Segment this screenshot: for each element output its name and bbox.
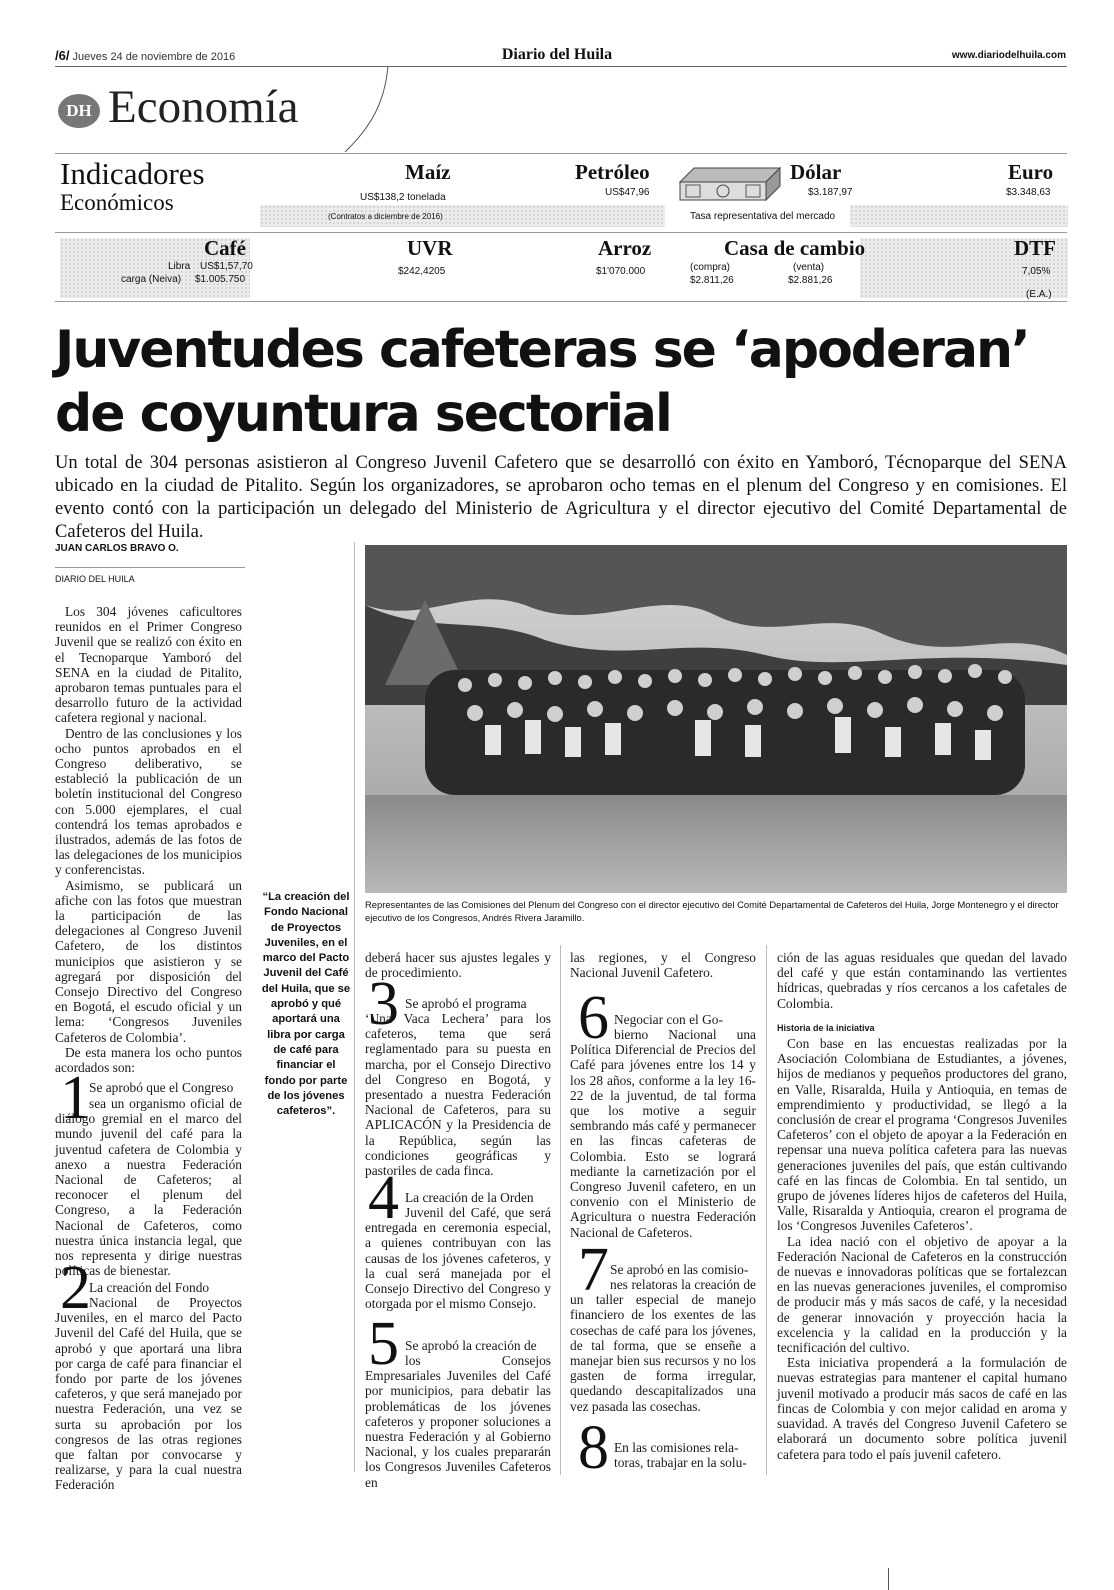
petroleo-value: US$47,96	[605, 187, 650, 198]
col4-paragraph-3: La idea nació con el objetivo de apoyar a la Federación Nacional de Cafeteros en la construcción de nuevas e innovadoras políticas que se fortalezcan en las nuevas generaciones juveniles, el compromiso de producir más y más sacos de café, y la necesidad de generar innovación y proyección hacia la excelencia y la calidad en la producción y la tecnificación del cultivo.	[777, 1233, 1067, 1356]
indicator-panel-row1	[260, 205, 665, 227]
point-8	[570, 1440, 756, 1470]
column-4	[777, 950, 1067, 1462]
point-number-7: 7	[578, 1236, 609, 1304]
subhead-historia: Historia de la iniciativa	[777, 1022, 875, 1033]
dolar-note: Tasa representativa del mercado	[690, 211, 836, 222]
indicators-subtitle: Económicos	[60, 190, 174, 215]
maiz-label: Maíz	[405, 160, 451, 184]
point-number-2: 2	[60, 1254, 91, 1322]
point-3-text	[365, 1011, 551, 1178]
arroz-label: Arroz	[598, 236, 652, 260]
point-2-body: Nacional de Proyectos Juveniles, en el marco del Pacto Juvenil del Café del Huila, que se aprobó y que aportará una libra por carga de café para financiar el fondo por parte de los jóvenes cafeteros, y que será manejado por nuestra Federación, una vez se surta su aprobación por los congresos de las otras regiones que faltan por convocarse y realizarse, y para la cual nuestra Federación	[55, 1295, 242, 1493]
page-number: /6/	[55, 48, 70, 63]
euro-label: Euro	[1008, 160, 1054, 184]
headline	[55, 318, 1065, 446]
col2-paragraph-1: deberá hacer sus ajustes legales y de procedimiento.	[365, 950, 551, 981]
casa-venta-label: (venta)	[793, 262, 825, 273]
col4-paragraph-2: Con base en las encuestas realizadas por la Asociación Colombiana de Estudiantes, a jóvenes, hijos de medianos y pequeños productores del grano, en Valle, Risaralda, Huila y Antioquia, en temas de emprendimiento y productividad, se llegó a la conclusión de crear el programa ‘Congresos Juveniles Cafeteros’ con el objeto de apoyar a la Federación en repensar una nueva política cafetera para las nuevas generaciones juveniles del país, que están cultivando café en las fincas de Colombia. En tal sentido, un grupo de jóvenes líderes hijos de cafeteros del Huila, Valle, Risaralda y Antioquia, crearon el programa de los ‘Congresos Juveniles Cafeteros’.	[777, 1036, 1067, 1234]
point-1-text	[55, 1096, 242, 1278]
petroleo-label: Petróleo	[575, 160, 650, 184]
point-4	[365, 1190, 551, 1205]
point-4-text	[365, 1205, 551, 1311]
point-number-6: 6	[578, 984, 609, 1052]
maiz-note: (Contratos a diciembre de 2016)	[328, 212, 443, 221]
euro-value: $3.348,63	[1006, 187, 1051, 198]
point-3	[365, 996, 551, 1011]
uvr-value: $242,4205	[398, 266, 446, 277]
newspaper-name: Diario del Huila	[501, 46, 613, 63]
lede: Un total de 304 personas asistieron al Congreso Juvenil Cafetero que se desarrolló con éxito en Yamboró, Técnoparque del SENA ubicado en la ciudad de Pitalito. Según los organizadores, se aprobaron ocho temas en el plenum del Congreso y en comisiones. El evento contó con la participación un delegado del Ministerio de Agricultura y el director ejecutivo del Comité Departamental de Cafeteros del Huila.	[55, 453, 1067, 542]
cafe-libra-value: US$1,57,70	[200, 261, 253, 272]
casa-venta-value: $2.881,26	[788, 275, 833, 286]
cafe-label: Café	[204, 236, 246, 260]
point-6-text	[570, 1027, 756, 1240]
casa-compra-value: $2.811,26	[690, 275, 734, 286]
point-2-lead: La creación del Fondo	[89, 1280, 210, 1295]
cafe-carga-label: carga (Neiva)	[121, 274, 182, 285]
point-8-cont: toras, trabajar en la solu-	[614, 1455, 747, 1471]
col4-paragraph-1: ción de las aguas residuales que quedan del lavado del café y que están contaminando las vertientes hídricas, quebradas y ríos cercanos a los cafetales de Colombia.	[777, 950, 1067, 1011]
swoosh-decoration	[340, 66, 400, 156]
col1-paragraph-2: Dentro de las conclusiones y los ocho puntos aprobados en el Congreso deliberativo, se estableció la publicación de un boletín institucional del Congreso con 5.000 ejemplares, el cual contendrá los temas aprobados e ilustrados, además de las fotos de las delegaciones de los municipios y conferencistas.	[55, 725, 242, 878]
byline-author: JUAN CARLOS BRAVO O.	[55, 543, 179, 554]
point-2-text	[55, 1295, 242, 1493]
col4-paragraph-4: Esta iniciativa propenderá a la formulación de nuevas estrategias para mantener el capital humano juvenil motivado a producir más sacos de café en las fincas de Colombia y con mejor calidad en aroma y suavidad. A través del Congreso Juvenil Cafetero se elaborará un documento sobre política juvenil cafetera para todo el país juvenil cafetero.	[777, 1355, 1067, 1462]
point-5	[365, 1338, 551, 1353]
dtf-value: 7,05%	[1022, 266, 1051, 277]
point-3-lead: Se aprobó el programa	[405, 996, 527, 1011]
dolar-label: Dólar	[790, 160, 842, 184]
point-1-lead: Se aprobó que el Congreso	[89, 1080, 234, 1095]
headline-line-2: de coyuntura sectorial	[55, 384, 671, 444]
arroz-value: $1'070.000	[596, 266, 646, 277]
point-6-body: bierno Nacional una Política Diferencial de Precios del Café para jóvenes entre los 14 y los 28 años, conforme a la ley 16-22 de la juventud, de tal forma que los motive a seguir sembrando más café y permanecer en las fincas cafeteras de Colombia. Esto se logrará mediante la carnetización por el Congreso Juvenil cafetero, en un convenio con el Ministerio de Agricultura o nuestra Federación Nacional de Cafeteros.	[570, 1027, 756, 1240]
indicators-title: Indicadores	[60, 156, 205, 191]
point-3-body: ‘Una Vaca Lechera’ para los cafeteros, tema que será reglamentado para su puesta en marcha, por el Consejo Directivo del Congreso en Bogotá, y presentado a nuestra Federación Nacional de Cafeteros, para su APLICACÓN y la Presidencia de la República, según las condiciones geográficas y pastoriles de cada finca.	[365, 1011, 551, 1179]
point-6-lead: Negociar con el Go-	[614, 1012, 723, 1027]
website-link[interactable]: www.diariodelhuila.com	[951, 50, 1066, 61]
column-1	[55, 604, 242, 1075]
point-number-5: 5	[368, 1310, 399, 1378]
col1-paragraph-1: Los 304 jóvenes caficultores reunidos en el Primer Congreso Juvenil que se realizó con éxito en el Tecnoparque Yamboró del SENA en la ciudad de Pitalito, aprobaron temas puntuales para el desarrollo futuro de la actividad cafetera regional y nacional.	[55, 604, 242, 726]
header-rule	[55, 66, 1067, 67]
col3-paragraph-1: las regiones, y el Congreso Nacional Juvenil Cafetero.	[570, 950, 756, 981]
point-5-body: los Consejos Empresariales Juveniles del Café por municipios, para debatir las problemáticas de los jóvenes cafeteros y proponer soluciones a nuestra Federación y al Gobierno Nacional, y los cuales prepararán los Congresos Juveniles Cafeteros en	[365, 1353, 551, 1490]
point-7-lead: Se aprobó en las comisio-	[610, 1262, 749, 1277]
pull-quote: “La creación del Fondo Nacional de Proyectos Juveniles, en el marco del Pacto Juvenil del Café del Huila, que se aprobó y qué aportará una libra por carga de café para financiar el fondo por parte de los jóvenes cafeteros”.	[261, 891, 351, 1118]
point-6	[570, 1012, 756, 1027]
casa-compra-label: (compra)	[690, 262, 731, 273]
dtf-note: (E.A.)	[1026, 289, 1052, 300]
cafe-libra-label: Libra	[168, 261, 191, 272]
point-8-lead: En las comisiones rela-	[614, 1440, 739, 1455]
section-title: Economía	[108, 81, 299, 133]
point-5-text	[365, 1353, 551, 1490]
col1-paragraph-4: De esta manera los ocho puntos acordados son:	[55, 1044, 242, 1076]
cafe-carga-value: $1.005.750	[195, 274, 246, 285]
issue-date: Jueves 24 de noviembre de 2016	[72, 51, 236, 63]
indicator-panel-row1b	[850, 205, 1068, 227]
point-4-lead: La creación de la Orden	[405, 1190, 534, 1205]
point-7	[570, 1262, 756, 1277]
column-3	[570, 950, 756, 980]
column-rule-2	[560, 945, 561, 1475]
point-number-8: 8	[578, 1414, 609, 1482]
maiz-value: US$138,2 tonelada	[360, 192, 446, 203]
dtf-label: DTF	[1014, 236, 1056, 260]
byline-outlet: DIARIO DEL HUILA	[55, 574, 135, 584]
column-rule-1	[354, 542, 355, 1472]
headline-line-1: Juventudes cafeteras se ‘apoderan’	[55, 320, 1029, 380]
point-number-1: 1	[60, 1064, 91, 1132]
point-7-body: nes relatoras la creación de un taller especial de manejo financiero de los exentes de las cosechas de café para los jóvenes, de tal forma, que se enseñe a manejar bien sus recursos y no los gasten de forma irregular, quedando descapitalizados una vez pasada las cosechas.	[570, 1277, 756, 1414]
dh-logo: DH	[58, 94, 100, 128]
indicators-rule-bottom	[55, 301, 1067, 302]
byline-rule	[55, 567, 245, 568]
column-rule-3	[766, 945, 767, 1475]
point-number-4: 4	[368, 1164, 399, 1232]
photo-caption: Representantes de las Comisiones del Plenum del Congreso con el director ejecutivo del Comité Departamental de Cafeteros del Huila, Jorge Montenegro y el director ejecutivo de los Congresos, Andrés Rivera Jaramillo.	[365, 899, 1059, 923]
indicators-rule-top	[55, 153, 1067, 154]
indicators-rule-mid	[55, 232, 1067, 233]
casa-cambio-label: Casa de cambio	[724, 236, 866, 260]
point-1-body: sea un organismo oficial de diálogo gremial en el marco del mundo juvenil del café para la juventud cafetera de Colombia y anexo a nuestra Federación Nacional de Cafeteros; al reconocer el plenum del Congreso, a la Federación Nacional de Cafeteros, como nuestra única instancia legal, que nos representa y dirige nuestras políticas de bienestar.	[55, 1096, 242, 1279]
point-4-body: Juvenil del Café, que será entregada en ceremonia especial, a quienes contribuyan con las causas de los jóvenes cafeteros, y la cual será manejada por el Consejo Directivo del Congreso y otorgada por el mismo Consejo.	[365, 1205, 551, 1312]
point-2	[55, 1280, 242, 1295]
point-number-3: 3	[368, 970, 399, 1038]
point-5-lead: Se aprobó la creación de	[405, 1338, 537, 1353]
dolar-value: $3.187,97	[808, 187, 853, 198]
group-photo	[365, 545, 1067, 893]
page-edge-mark	[888, 1568, 889, 1590]
col1-paragraph-3: Asimismo, se publicará un afiche con las fotos que muestran la participación de las delegaciones al Congreso Juvenil Cafetero, de los distintos municipios que asistieron y se agregará por disposición del Consejo Directivo del Congreso en Bogotá, el escudo oficial y un lema: ‘Congresos Juveniles Cafeteros de Colombia’.	[55, 877, 242, 1045]
banknote-stack-icon	[676, 160, 784, 204]
point-1	[55, 1080, 242, 1095]
uvr-label: UVR	[407, 236, 453, 260]
point-7-text	[570, 1277, 756, 1414]
